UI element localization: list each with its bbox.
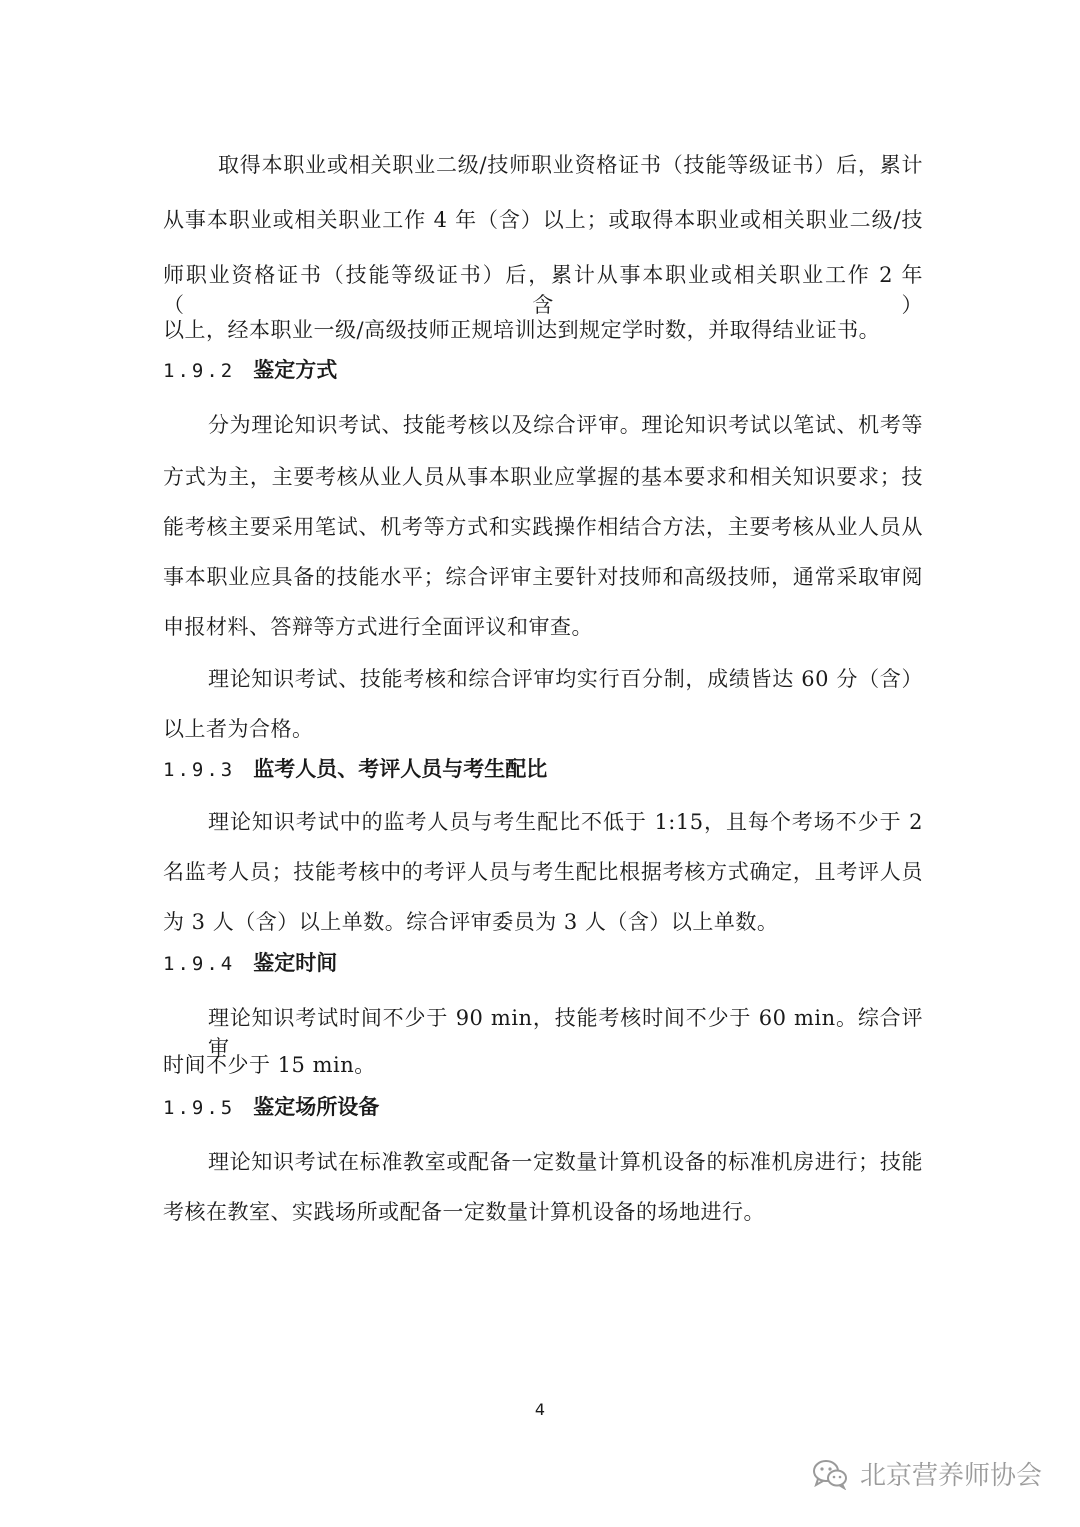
paragraph-line: 取得本职业或相关职业二级/技师职业资格证书（技能等级证书）后，累计 bbox=[218, 153, 923, 177]
section-title: 监考人员、考评人员与考生配比 bbox=[253, 757, 548, 781]
paragraph-line: 理论知识考试、技能考核和综合评审均实行百分制，成绩皆达 60 分（含） bbox=[208, 667, 923, 691]
paragraph-line: 申报材料、答辩等方式进行全面评议和审查。 bbox=[163, 615, 593, 639]
section-heading bbox=[163, 948, 337, 979]
paragraph-line: 理论知识考试在标准教室或配备一定数量计算机设备的标准机房进行；技能 bbox=[208, 1150, 923, 1174]
section-title: 鉴定时间 bbox=[253, 951, 338, 975]
watermark-text: 北京营养师协会 bbox=[859, 1461, 1042, 1491]
wechat-icon bbox=[812, 1458, 848, 1490]
paragraph-line: 为 3 人（含）以上单数。综合评审委员为 3 人（含）以上单数。 bbox=[163, 910, 779, 934]
paragraph-line: 从事本职业或相关职业工作 4 年（含）以上；或取得本职业或相关职业二级/技 bbox=[163, 208, 923, 232]
section-number: 1.9.5 bbox=[163, 1097, 236, 1119]
paragraph-line: 能考核主要采用笔试、机考等方式和实践操作相结合方法，主要考核从业人员从 bbox=[163, 515, 923, 539]
section-heading bbox=[163, 355, 337, 386]
watermark bbox=[812, 1455, 1042, 1492]
paragraph-line: 师职业资格证书（技能等级证书）后，累计从事本职业或相关职业工作 2 年（含） bbox=[163, 263, 923, 317]
paragraph-line: 考核在教室、实践场所或配备一定数量计算机设备的场地进行。 bbox=[163, 1200, 765, 1224]
section-number: 1.9.2 bbox=[163, 360, 236, 382]
section-heading bbox=[163, 1092, 379, 1123]
paragraph-line: 方式为主，主要考核从业人员从事本职业应掌握的基本要求和相关知识要求；技 bbox=[163, 465, 923, 489]
section-number: 1.9.3 bbox=[163, 759, 236, 781]
paragraph-line: 分为理论知识考试、技能考核以及综合评审。理论知识考试以笔试、机考等 bbox=[208, 413, 923, 437]
paragraph-line: 理论知识考试时间不少于 90 min，技能考核时间不少于 60 min。综合评审 bbox=[208, 1006, 923, 1060]
paragraph-line: 以上者为合格。 bbox=[163, 717, 314, 741]
paragraph-line: 理论知识考试中的监考人员与考生配比不低于 1:15，且每个考场不少于 2 bbox=[208, 810, 923, 834]
paragraph-line: 以上，经本职业一级/高级技师正规培训达到规定学时数，并取得结业证书。 bbox=[163, 318, 881, 342]
section-number: 1.9.4 bbox=[163, 953, 236, 975]
section-title: 鉴定场所设备 bbox=[253, 1095, 380, 1119]
page-number: 4 bbox=[534, 1400, 546, 1419]
paragraph-line: 名监考人员；技能考核中的考评人员与考生配比根据考核方式确定，且考评人员 bbox=[163, 860, 923, 884]
section-title: 鉴定方式 bbox=[253, 358, 338, 382]
paragraph-line: 事本职业应具备的技能水平；综合评审主要针对技师和高级技师，通常采取审阅 bbox=[163, 565, 923, 589]
paragraph-line: 时间不少于 15 min。 bbox=[163, 1053, 376, 1077]
section-heading bbox=[163, 754, 547, 785]
